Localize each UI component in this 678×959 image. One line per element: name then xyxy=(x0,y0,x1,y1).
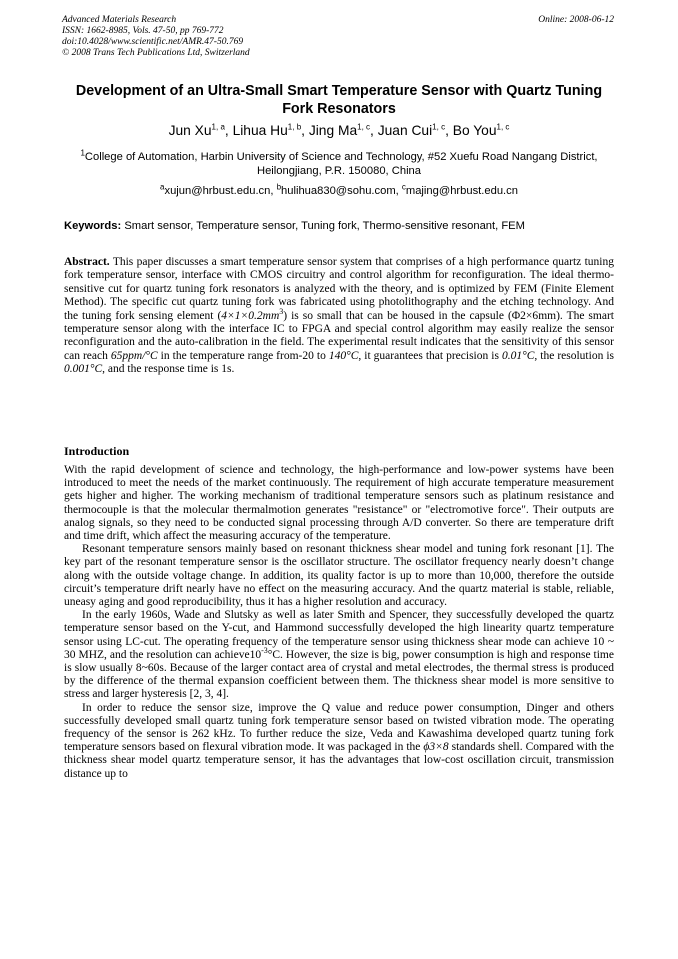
paragraph-text: In the early 1960s, Wade and Slutsky as well as later Smith and Spencer, they successfully developed the quartz temperature sensor based on the Y-cut, and Hammond successfully developed the high linearity quartz temperature sensor using LC-cut. The operating frequency of the temperature sensor using thickness shear mode can achieve 10 ~ 30 MHZ, and the resolution can achieve xyxy=(64,609,614,661)
paragraph: With the rapid development of science and technology, the high-performance and low-power systems have been introduced to meet the needs of the market continuously. The requirement of high accurate temperature measurement gets higher and higher. The working mechanism of traditional temperature sensors such as platinum resistance and thermocouple is that the molecular thermalmotion generates "resistance" or "electromotive force". Their outputs are analog signals, so they need to be conducted signal processing through A/D converter. So there are temperature drift and time drift, which affect the measuring accuracy of the temperature. xyxy=(64,464,614,543)
shell-formula: ϕ3×8 xyxy=(423,741,449,754)
resolution-exponent: -3 xyxy=(261,646,268,656)
resolution-formula: 10 xyxy=(249,648,262,661)
precision-formula: 0.01°C xyxy=(501,349,535,362)
section-heading: Introduction xyxy=(64,444,130,458)
introduction-body xyxy=(64,464,614,781)
email-address: majing@hrbust.edu.cn xyxy=(405,185,518,197)
sensitivity-formula: 65ppm/°C xyxy=(110,349,158,362)
abstract-text: This paper discusses a smart temperature sensor system that comprises of a high performance quartz tuning fork temperature sensor, interface with CMOS circuitry and control algorithm for reconfiguration. The ideal thermo-sensitive cut for quartz tuning fork resonators is analyzed with the theory, and is optimized by FEM (Finite Element Method). The specific cut quartz tuning fork was fabricated using photolithography and the etching technology. And the tuning fork sensing element ( xyxy=(64,256,614,322)
author-name: Bo You xyxy=(452,123,497,138)
dimension-formula: 4×1×0.2mm xyxy=(221,309,280,322)
author-name: Jun Xu xyxy=(168,123,212,138)
capsule-formula: Φ2×6 xyxy=(511,309,539,322)
affil-mark: 1 xyxy=(80,148,85,158)
resolution-formula: 0.001°C xyxy=(64,363,103,376)
keywords xyxy=(64,219,616,233)
affiliation-text: College of Automation, Harbin University of Science and Technology, #52 Xuefu Road Nangang District, Heilongjiang, P.R. 150080, China xyxy=(84,151,598,177)
temperature-formula: 140°C xyxy=(328,349,359,362)
abstract-text: ) is so small that can be housed in the capsule ( xyxy=(283,309,512,322)
keywords-label: Keywords: xyxy=(64,220,122,232)
author-list: Jun Xu$^{1, a}$, Lihua Hu$^{1, b}$, Jing Ma$^{1, c}$, Juan Cui$^{1, c}$, Bo You$^{1, c}$ xyxy=(168,122,510,138)
author-affil-mark: 1, a xyxy=(211,122,225,132)
journal-name: Advanced Materials Research xyxy=(62,15,177,25)
issn: ISSN: 1662-8985, Vols. 47-50, pp 769-772 xyxy=(62,26,224,36)
abstract xyxy=(64,256,614,377)
abstract-text: , it guarantees that precision is xyxy=(358,349,502,362)
paper-title: Development of an Ultra-Small Smart Temperature Sensor with Quartz Tuning Fork Resonators xyxy=(75,83,603,117)
paragraph-text: °C. However, the size is big, power consumption is high and response time is slow usually 8~60s. Because of the larger contact area of crystal and metal electrodes, the thermal stress is produced by the difference of the thermal expansion coefficient between them. The thickness shear model is more sensitive to stress and larger hysteresis [2, 3, 4]. xyxy=(64,648,614,701)
email-mark: a xyxy=(160,182,165,192)
paragraph: Resonant temperature sensors mainly based on resonant thickness shear model and tuning fork resonant [1]. The key part of the resonant temperature sensor is the oscillator structure. The oscillator frequency nearly doesn’t change along with the outside voltage change. In addition, its quality factor is up to more than 10,000, therefore the outside circuit’s temperature drift nearly have no effect on the measuring accuracy. And the quartz material is stable, reliable, uneasy aging and good reproducibility, thus it has a higher resolution and accuracy. xyxy=(64,543,614,609)
author-name: Juan Cui xyxy=(377,123,433,138)
keywords-text: Smart sensor, Temperature sensor, Tuning fork, Thermo-sensitive resonant, FEM xyxy=(124,220,525,232)
dimension-exponent: 3 xyxy=(279,306,284,316)
email-address: hulihua830@sohu.com xyxy=(281,185,396,197)
author-affil-mark: 1, c xyxy=(357,122,371,132)
author-name: Jing Ma xyxy=(308,123,358,138)
paragraph xyxy=(64,702,614,781)
doi: doi:10.4028/www.scientific.net/AMR.47-50.769 xyxy=(62,37,244,47)
paragraph-text: standards shell. Compared with the thickness shear model quartz temperature sensor, it has the advantages that low-cost oscillation circuit, transmission distance up to xyxy=(64,741,614,780)
abstract-text: mm). The smart temperature sensor along with the interface IC to FPGA and special control algorithm may easily realize the sensor reconfiguration and the auto-calibration in the field. The experimental result indicates that the sensitivity of this sensor can reach xyxy=(64,309,614,362)
affiliation xyxy=(60,150,618,178)
email-mark: b xyxy=(276,182,282,192)
online-date: Online: 2008-06-12 xyxy=(538,15,614,25)
running-header xyxy=(62,15,614,59)
author-affil-mark: 1, c xyxy=(432,122,446,132)
abstract-text: in the temperature range from-20 to xyxy=(157,349,329,362)
copyright: © 2008 Trans Tech Publications Ltd, Switzerland xyxy=(62,48,250,58)
paragraph xyxy=(64,609,614,701)
abstract-text: , the resolution is xyxy=(534,349,615,362)
email-mark: c xyxy=(401,182,406,192)
author-name: Lihua Hu xyxy=(232,123,288,138)
abstract-label: Abstract. xyxy=(64,256,110,268)
paragraph-text: In order to reduce the sensor size, improve the Q value and reduce power consumption, Dinger and others successfully developed small quartz tuning fork temperature sensor based on twisted vibration mode. The operating frequency of the sensor is 262 kHz. To further reduce the size, Veda and Kawashima developed quartz tuning fork temperature sensors based on flexural vibration mode. It was packaged in the xyxy=(64,701,614,754)
email-address: xujun@hrbust.edu.cn xyxy=(164,185,271,197)
abstract-text: , and the response time is 1s. xyxy=(102,363,235,376)
author-affil-mark: 1, b xyxy=(287,122,302,132)
author-affil-mark: 1, c xyxy=(496,122,510,132)
email-list: $^a$xujun@hrbust.edu.cn, $^b$hulihua830@sohu.com, $^c$majing@hrbust.edu.cn xyxy=(160,182,518,197)
